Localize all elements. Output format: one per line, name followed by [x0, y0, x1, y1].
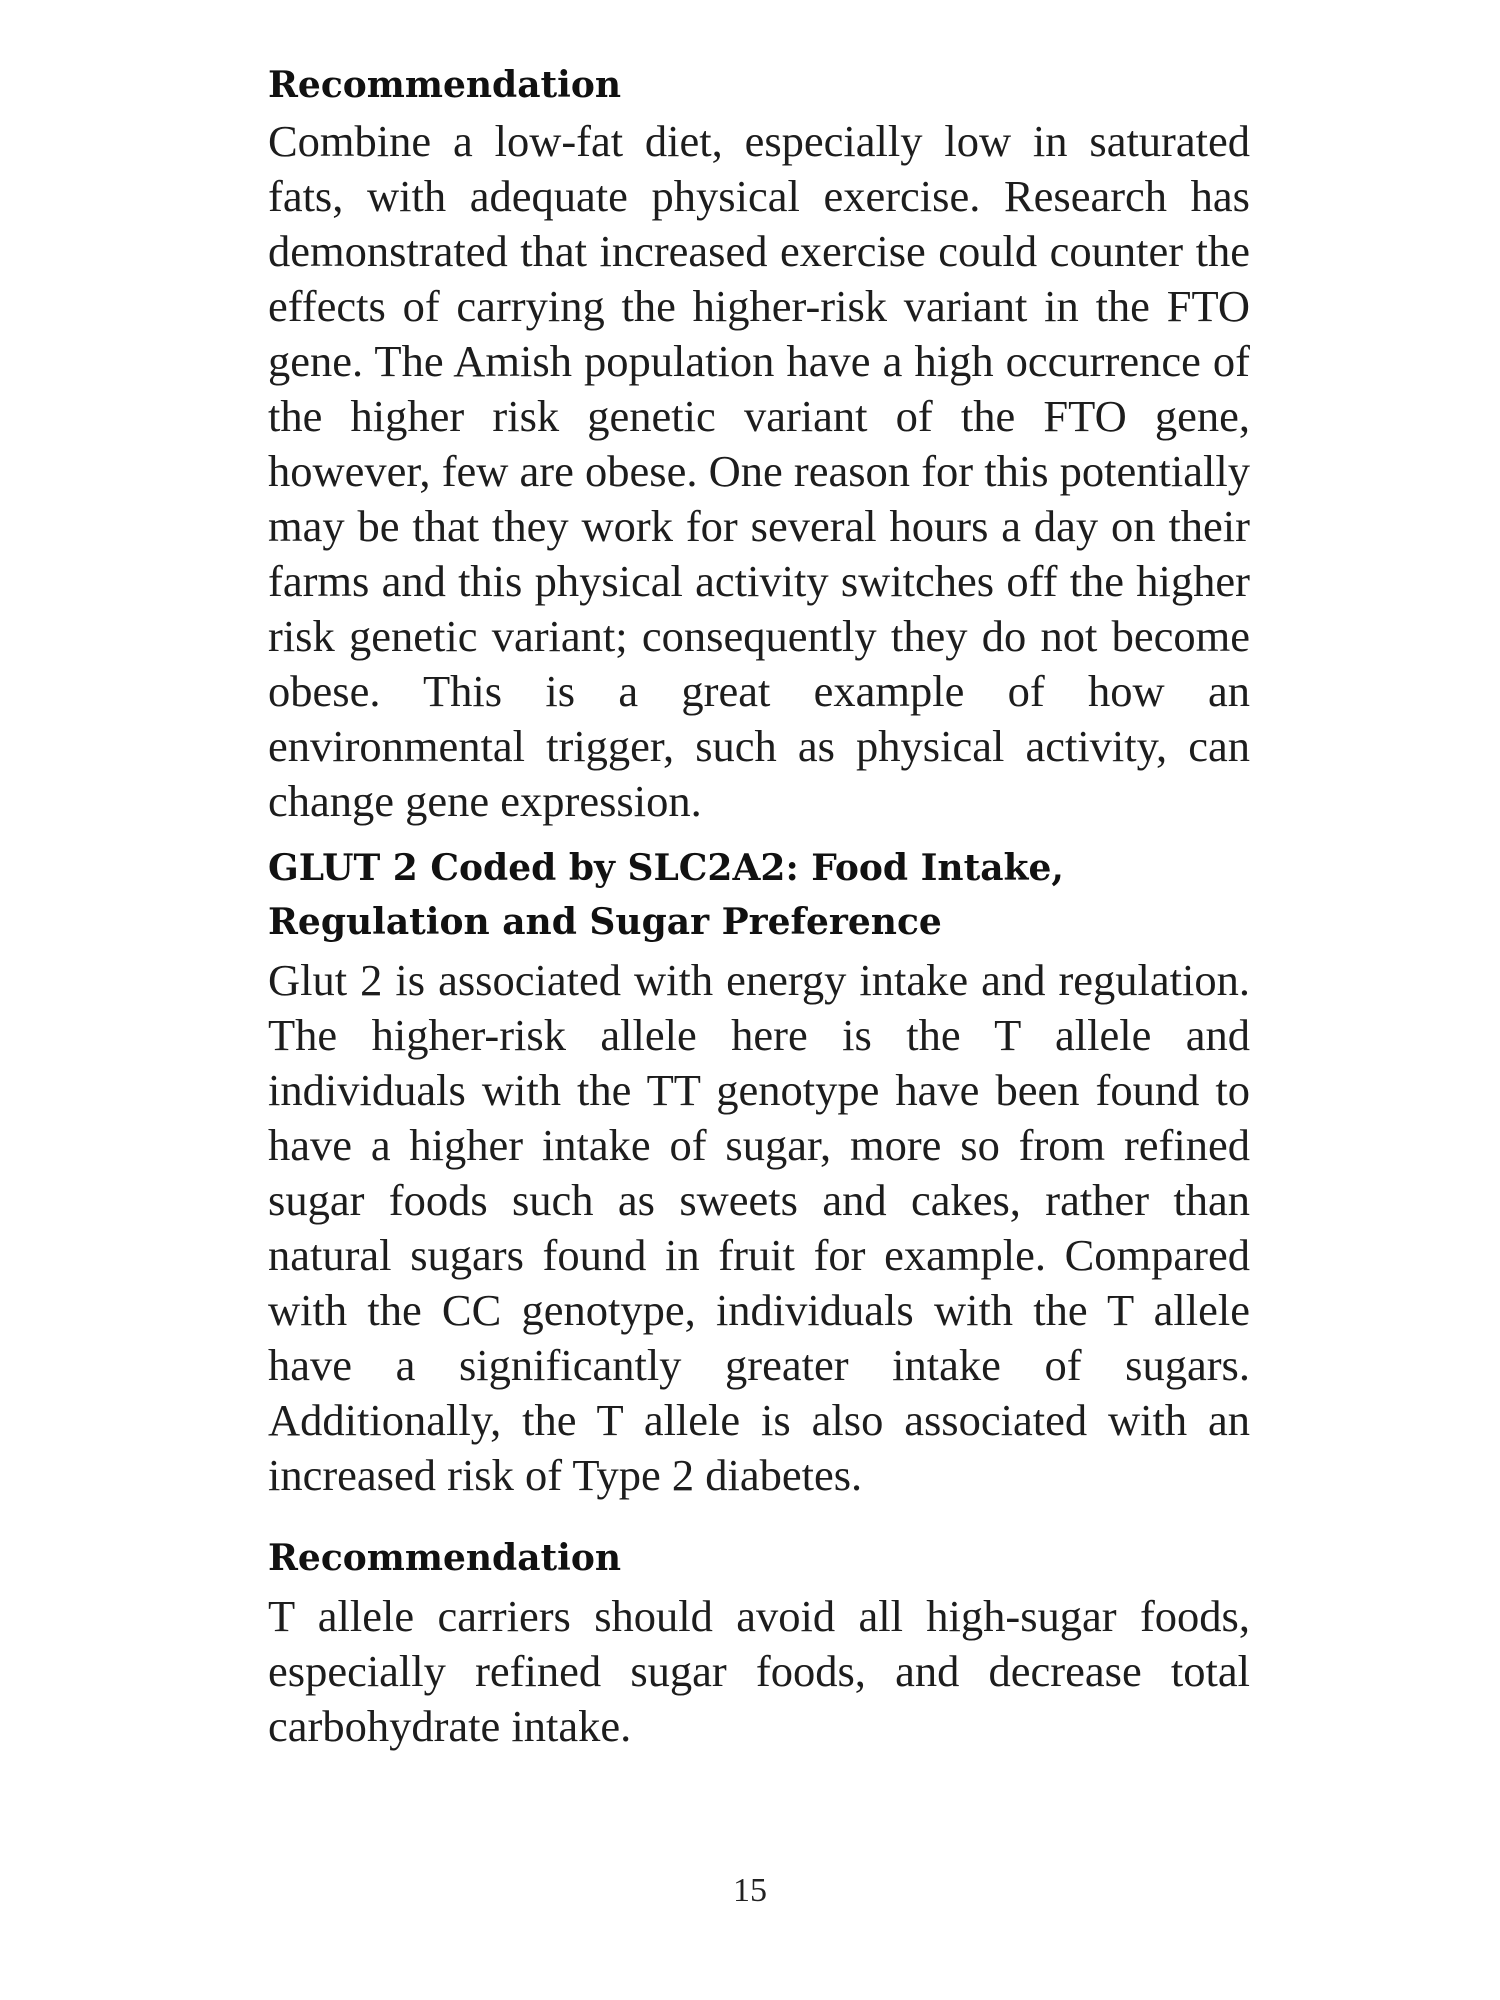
heading-line: GLUT 2 Coded by SLC2A2: Food Intake,: [268, 847, 1064, 889]
section-heading-recommendation: Recommendation: [268, 1537, 622, 1579]
section-heading-glut2: [268, 841, 1250, 949]
section-paragraph-glut2: Glut 2 is associated with energy intake and regulation. The higher-risk allele here is the T allele and individuals with the TT genotype have been found to have a higher intake of sugar, more so from refined sugar foods such as sweets and cakes, rather than natural sugars found in fruit for example. Compared with the CC genotype, individuals with the T allele have a significantly greater intake of sugars. Additionally, the T allele is also associated with an increased risk of Type 2 diabetes.: [268, 955, 1250, 1500]
heading-line: Regulation and Sugar Preference: [268, 901, 942, 943]
section-paragraph-fto-recommendation: Combine a low-fat diet, especially low in saturated fats, with adequate physical exercise. Research has demonstrated that increased exercise could counter the effects of carrying the higher-risk variant in the FTO gene. The Amish population have a high occurrence of the higher risk genetic variant of the FTO gene, however, few are obese. One reason for this potentially may be that they work for several hours a day on their farms and this physical activity switches off the higher risk genetic variant; consequently they do not become obese. This is a great example of how an environmental trigger, such as physical activity, can change gene expression.: [268, 116, 1250, 826]
section-heading-recommendation: Recommendation: [268, 64, 622, 106]
page-content: [268, 58, 1250, 1754]
section-paragraph-glut2-recommendation: T allele carriers should avoid all high-sugar foods, especially refined sugar foods, and decrease total carbohydrate intake.: [268, 1591, 1250, 1751]
page-number: 15: [733, 1872, 767, 1909]
